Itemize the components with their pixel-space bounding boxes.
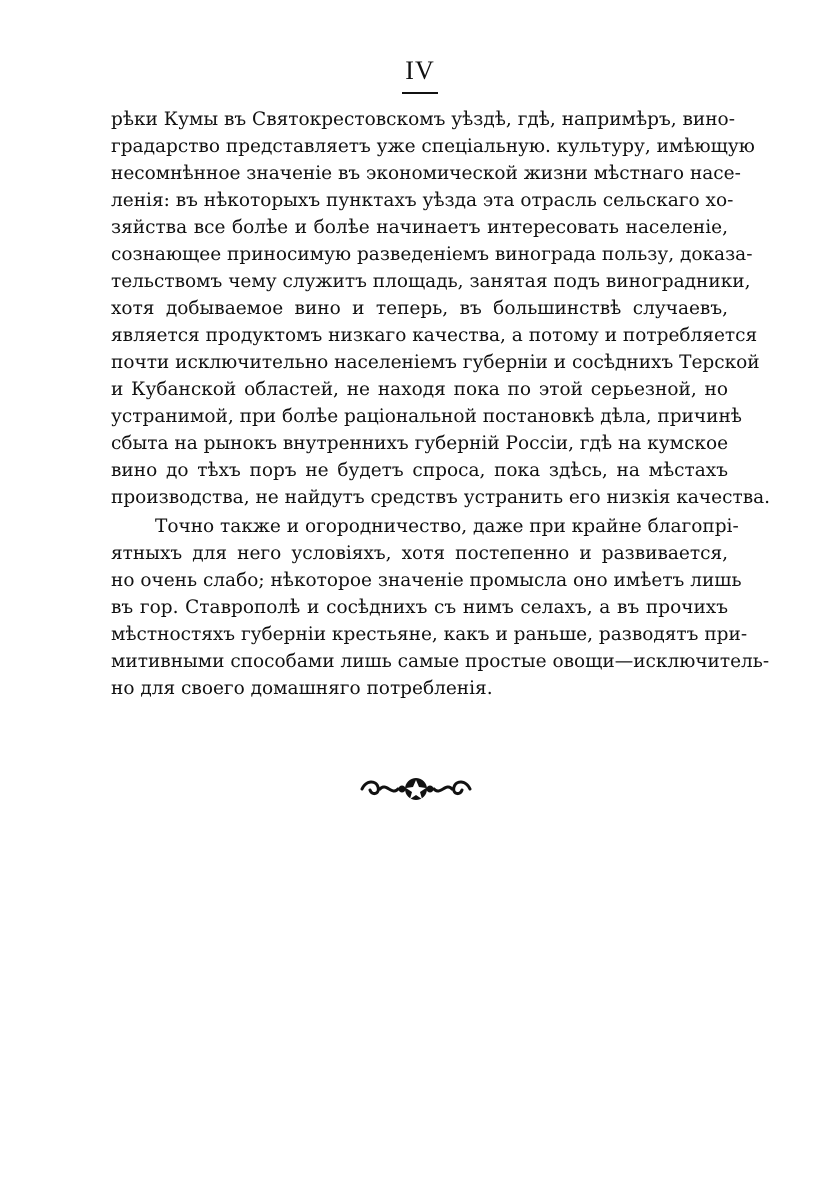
text-line: ятныхъ для него условіяхъ, хотя постепенно и развивается, <box>111 543 728 564</box>
body-text <box>111 106 771 702</box>
page-number-underline <box>402 92 438 94</box>
text-line: производства, не найдутъ средствъ устранить его низкія качества. <box>111 487 771 508</box>
text-line: но очень слабо; нѣкоторое значеніе промысла оно имѣетъ лишь <box>111 570 742 591</box>
text-line: вино до тѣхъ поръ не будетъ спроса, пока здѣсь, на мѣстахъ <box>111 460 728 481</box>
paragraph <box>111 106 771 511</box>
text-line: устранимой, при болѣе раціональной постановкѣ дѣла, причинѣ <box>111 406 742 427</box>
text-line: ленія: въ нѣкоторыхъ пунктахъ уѣзда эта отрасль сельскаго хо- <box>111 190 734 211</box>
ornament-divider-icon <box>356 774 476 804</box>
text-line: въ гор. Ставрополѣ и сосѣднихъ съ нимъ селахъ, а въ прочихъ <box>111 597 728 618</box>
text-line: является продуктомъ низкаго качества, а потому и потребляется <box>111 325 758 346</box>
text-line: но для своего домашняго потребленія. <box>111 678 493 699</box>
text-line: сбыта на рынокъ внутреннихъ губерній Россіи, гдѣ на кумское <box>111 433 729 454</box>
text-line: градарство представляетъ уже спеціальную. культуру, имѣющую <box>111 136 755 157</box>
text-line: хотя добываемое вино и теперь, въ большинствѣ случаевъ, <box>111 298 728 319</box>
text-line: зяйства все болѣе и болѣе начинаетъ интересовать населеніе, <box>111 217 728 238</box>
text-line: почти исключительно населеніемъ губерніи и сосѣднихъ Терской <box>111 352 760 373</box>
page-number: IV <box>405 56 435 85</box>
text-line: митивными способами лишь самые простые овощи—исключитель- <box>111 651 770 672</box>
text-line: Точно также и огородничество, даже при крайне благопрі- <box>155 516 739 537</box>
text-line: несомнѣнное значеніе въ экономической жизни мѣстнаго насе- <box>111 163 741 184</box>
text-line: мѣстностяхъ губерніи крестьяне, какъ и раньше, разводятъ при- <box>111 624 748 645</box>
text-line: сознающее приносимую разведеніемъ винограда пользу, доказа- <box>111 244 753 265</box>
paragraph <box>111 513 770 702</box>
text-line: и Кубанской областей, не находя пока по этой серьезной, но <box>111 379 728 400</box>
text-line: рѣки Кумы въ Святокрестовскомъ уѣздѣ, гдѣ, напримѣръ, вино- <box>111 109 735 130</box>
text-line: тельствомъ чему служитъ площадь, занятая подъ виноградники, <box>111 271 751 292</box>
